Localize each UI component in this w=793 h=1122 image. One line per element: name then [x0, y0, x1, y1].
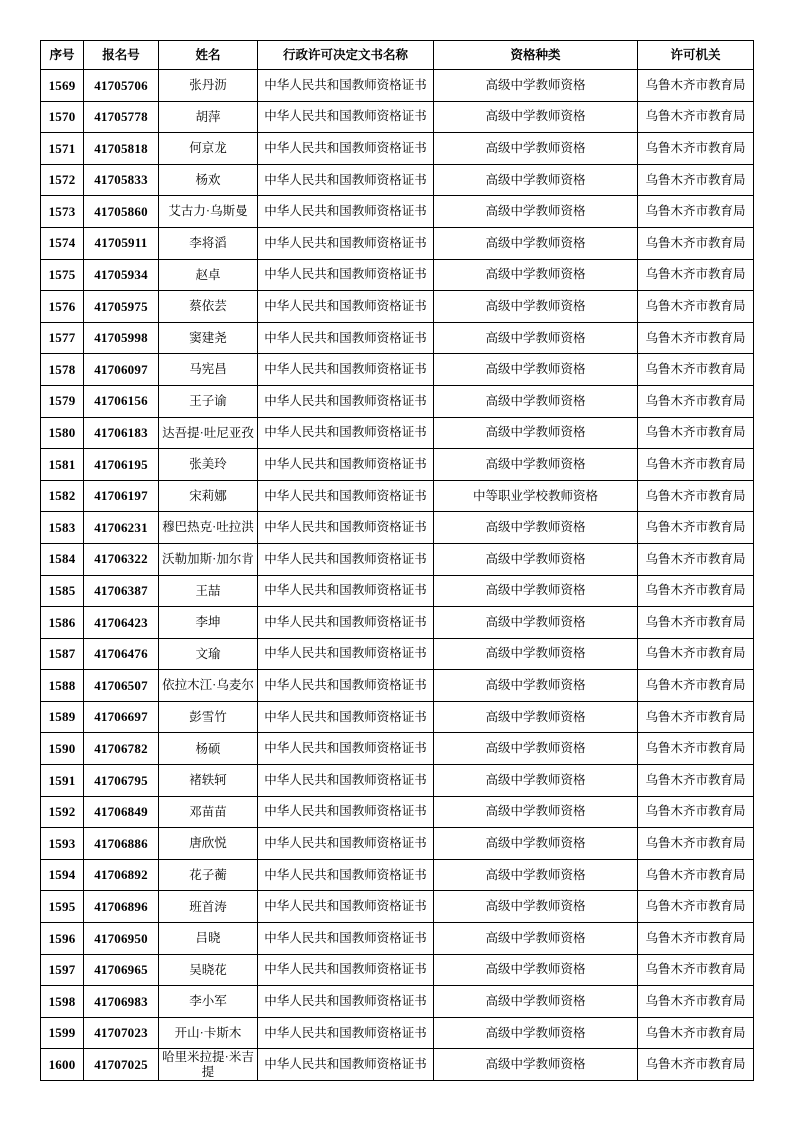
- cell-reg-no: 41705998: [84, 322, 159, 354]
- cell-document-name: 中华人民共和国教师资格证书: [258, 322, 434, 354]
- cell-document-name: 中华人民共和国教师资格证书: [258, 923, 434, 955]
- cell-seq: 1578: [41, 354, 84, 386]
- header-reg-no: 报名号: [84, 41, 159, 70]
- cell-qualification: 高级中学教师资格: [434, 1049, 638, 1081]
- cell-authority: 乌鲁木齐市教育局: [638, 859, 754, 891]
- cell-qualification: 高级中学教师资格: [434, 923, 638, 955]
- cell-authority: 乌鲁木齐市教育局: [638, 164, 754, 196]
- cell-document-name: 中华人民共和国教师资格证书: [258, 543, 434, 575]
- cell-seq: 1576: [41, 291, 84, 323]
- cell-name: 窦建尧: [159, 322, 258, 354]
- cell-reg-no: 41706983: [84, 986, 159, 1018]
- table-row: [41, 354, 754, 386]
- cell-name: 唐欣悦: [159, 828, 258, 860]
- cell-qualification: 高级中学教师资格: [434, 133, 638, 165]
- cell-name: 吕晓: [159, 923, 258, 955]
- cell-name: 王喆: [159, 575, 258, 607]
- cell-name: 杨硕: [159, 733, 258, 765]
- cell-seq: 1579: [41, 385, 84, 417]
- table-body: [41, 70, 754, 1081]
- cell-reg-no: 41706322: [84, 543, 159, 575]
- cell-reg-no: 41706476: [84, 638, 159, 670]
- cell-authority: 乌鲁木齐市教育局: [638, 385, 754, 417]
- cell-reg-no: 41707025: [84, 1049, 159, 1081]
- cell-qualification: 高级中学教师资格: [434, 607, 638, 639]
- cell-authority: 乌鲁木齐市教育局: [638, 701, 754, 733]
- cell-qualification: 高级中学教师资格: [434, 954, 638, 986]
- cell-qualification: 高级中学教师资格: [434, 259, 638, 291]
- cell-seq: 1585: [41, 575, 84, 607]
- cell-qualification: 高级中学教师资格: [434, 322, 638, 354]
- table-row: [41, 543, 754, 575]
- cell-name: 王子谕: [159, 385, 258, 417]
- cell-qualification: 高级中学教师资格: [434, 227, 638, 259]
- table-row: [41, 607, 754, 639]
- cell-reg-no: 41706097: [84, 354, 159, 386]
- table-row: [41, 512, 754, 544]
- cell-name: 何京龙: [159, 133, 258, 165]
- cell-seq: 1590: [41, 733, 84, 765]
- table-row: [41, 133, 754, 165]
- cell-seq: 1575: [41, 259, 84, 291]
- cell-document-name: 中华人民共和国教师资格证书: [258, 1017, 434, 1049]
- cell-authority: 乌鲁木齐市教育局: [638, 322, 754, 354]
- cell-document-name: 中华人民共和国教师资格证书: [258, 449, 434, 481]
- cell-reg-no: 41706795: [84, 765, 159, 797]
- table-row: [41, 701, 754, 733]
- cell-document-name: 中华人民共和国教师资格证书: [258, 417, 434, 449]
- cell-seq: 1592: [41, 796, 84, 828]
- cell-document-name: 中华人民共和国教师资格证书: [258, 986, 434, 1018]
- cell-qualification: 高级中学教师资格: [434, 986, 638, 1018]
- cell-qualification: 高级中学教师资格: [434, 701, 638, 733]
- table-row: [41, 480, 754, 512]
- cell-name: 哈里米拉提·米吉提: [159, 1049, 258, 1081]
- cell-qualification: 高级中学教师资格: [434, 291, 638, 323]
- table-row: [41, 765, 754, 797]
- cell-reg-no: 41706965: [84, 954, 159, 986]
- cell-reg-no: 41706849: [84, 796, 159, 828]
- table-row: [41, 638, 754, 670]
- table-header-row: [41, 41, 754, 70]
- cell-qualification: 高级中学教师资格: [434, 449, 638, 481]
- cell-document-name: 中华人民共和国教师资格证书: [258, 133, 434, 165]
- cell-name: 张丹沥: [159, 70, 258, 102]
- cell-seq: 1577: [41, 322, 84, 354]
- cell-name: 沃勒加斯·加尔肯: [159, 543, 258, 575]
- cell-authority: 乌鲁木齐市教育局: [638, 70, 754, 102]
- cell-document-name: 中华人民共和国教师资格证书: [258, 638, 434, 670]
- cell-document-name: 中华人民共和国教师资格证书: [258, 164, 434, 196]
- cell-document-name: 中华人民共和国教师资格证书: [258, 354, 434, 386]
- cell-qualification: 高级中学教师资格: [434, 101, 638, 133]
- table-row: [41, 322, 754, 354]
- cell-reg-no: 41705706: [84, 70, 159, 102]
- cell-qualification: 高级中学教师资格: [434, 765, 638, 797]
- cell-reg-no: 41706507: [84, 670, 159, 702]
- cell-name: 邓苗苗: [159, 796, 258, 828]
- cell-seq: 1598: [41, 986, 84, 1018]
- cell-name: 彭雪竹: [159, 701, 258, 733]
- cell-reg-no: 41705911: [84, 227, 159, 259]
- cell-qualification: 高级中学教师资格: [434, 796, 638, 828]
- cell-authority: 乌鲁木齐市教育局: [638, 733, 754, 765]
- cell-qualification: 高级中学教师资格: [434, 196, 638, 228]
- table-row: [41, 733, 754, 765]
- cell-document-name: 中华人民共和国教师资格证书: [258, 512, 434, 544]
- cell-document-name: 中华人民共和国教师资格证书: [258, 670, 434, 702]
- cell-qualification: 高级中学教师资格: [434, 670, 638, 702]
- cell-authority: 乌鲁木齐市教育局: [638, 291, 754, 323]
- table-row: [41, 796, 754, 828]
- cell-authority: 乌鲁木齐市教育局: [638, 765, 754, 797]
- cell-reg-no: 41706950: [84, 923, 159, 955]
- cell-seq: 1600: [41, 1049, 84, 1081]
- cell-name: 达吾提·吐尼亚孜: [159, 417, 258, 449]
- cell-qualification: 高级中学教师资格: [434, 859, 638, 891]
- cell-document-name: 中华人民共和国教师资格证书: [258, 227, 434, 259]
- table-row: [41, 891, 754, 923]
- cell-seq: 1587: [41, 638, 84, 670]
- cell-document-name: 中华人民共和国教师资格证书: [258, 954, 434, 986]
- cell-authority: 乌鲁木齐市教育局: [638, 607, 754, 639]
- cell-name: 马宪昌: [159, 354, 258, 386]
- header-authority: 许可机关: [638, 41, 754, 70]
- cell-name: 依拉木江·乌麦尔: [159, 670, 258, 702]
- license-table: [40, 40, 754, 1081]
- cell-reg-no: 41706197: [84, 480, 159, 512]
- cell-document-name: 中华人民共和国教师资格证书: [258, 259, 434, 291]
- cell-seq: 1581: [41, 449, 84, 481]
- cell-name: 胡萍: [159, 101, 258, 133]
- table-row: [41, 164, 754, 196]
- table-row: [41, 227, 754, 259]
- cell-seq: 1596: [41, 923, 84, 955]
- cell-qualification: 高级中学教师资格: [434, 164, 638, 196]
- header-document-name: 行政许可决定文书名称: [258, 41, 434, 70]
- table-row: [41, 828, 754, 860]
- cell-name: 李坤: [159, 607, 258, 639]
- table-row: [41, 859, 754, 891]
- cell-seq: 1586: [41, 607, 84, 639]
- cell-name: 蔡依芸: [159, 291, 258, 323]
- cell-document-name: 中华人民共和国教师资格证书: [258, 70, 434, 102]
- cell-document-name: 中华人民共和国教师资格证书: [258, 291, 434, 323]
- cell-authority: 乌鲁木齐市教育局: [638, 575, 754, 607]
- cell-authority: 乌鲁木齐市教育局: [638, 449, 754, 481]
- cell-authority: 乌鲁木齐市教育局: [638, 101, 754, 133]
- table-row: [41, 70, 754, 102]
- cell-reg-no: 41705934: [84, 259, 159, 291]
- cell-authority: 乌鲁木齐市教育局: [638, 543, 754, 575]
- cell-seq: 1569: [41, 70, 84, 102]
- cell-reg-no: 41706231: [84, 512, 159, 544]
- cell-name: 赵卓: [159, 259, 258, 291]
- table-row: [41, 954, 754, 986]
- cell-reg-no: 41705975: [84, 291, 159, 323]
- cell-seq: 1572: [41, 164, 84, 196]
- cell-authority: 乌鲁木齐市教育局: [638, 417, 754, 449]
- cell-document-name: 中华人民共和国教师资格证书: [258, 701, 434, 733]
- cell-reg-no: 41706896: [84, 891, 159, 923]
- table-row: [41, 259, 754, 291]
- cell-seq: 1574: [41, 227, 84, 259]
- cell-reg-no: 41706423: [84, 607, 159, 639]
- cell-seq: 1583: [41, 512, 84, 544]
- cell-reg-no: 41706782: [84, 733, 159, 765]
- cell-qualification: 高级中学教师资格: [434, 1017, 638, 1049]
- table-row: [41, 101, 754, 133]
- cell-document-name: 中华人民共和国教师资格证书: [258, 196, 434, 228]
- cell-document-name: 中华人民共和国教师资格证书: [258, 607, 434, 639]
- cell-document-name: 中华人民共和国教师资格证书: [258, 1049, 434, 1081]
- cell-seq: 1595: [41, 891, 84, 923]
- cell-reg-no: 41706697: [84, 701, 159, 733]
- table-row: [41, 449, 754, 481]
- table-row: [41, 670, 754, 702]
- cell-seq: 1597: [41, 954, 84, 986]
- cell-authority: 乌鲁木齐市教育局: [638, 828, 754, 860]
- cell-reg-no: 41706892: [84, 859, 159, 891]
- cell-authority: 乌鲁木齐市教育局: [638, 796, 754, 828]
- cell-seq: 1573: [41, 196, 84, 228]
- cell-name: 艾古力·乌斯曼: [159, 196, 258, 228]
- cell-name: 穆巴热克·吐拉洪: [159, 512, 258, 544]
- cell-authority: 乌鲁木齐市教育局: [638, 196, 754, 228]
- cell-authority: 乌鲁木齐市教育局: [638, 1017, 754, 1049]
- cell-qualification: 高级中学教师资格: [434, 828, 638, 860]
- table-row: [41, 291, 754, 323]
- cell-seq: 1571: [41, 133, 84, 165]
- cell-authority: 乌鲁木齐市教育局: [638, 986, 754, 1018]
- cell-qualification: 高级中学教师资格: [434, 354, 638, 386]
- cell-authority: 乌鲁木齐市教育局: [638, 512, 754, 544]
- table-row: [41, 417, 754, 449]
- cell-seq: 1591: [41, 765, 84, 797]
- cell-qualification: 高级中学教师资格: [434, 70, 638, 102]
- cell-name: 张美玲: [159, 449, 258, 481]
- header-qualification: 资格种类: [434, 41, 638, 70]
- cell-qualification: 高级中学教师资格: [434, 385, 638, 417]
- cell-authority: 乌鲁木齐市教育局: [638, 923, 754, 955]
- cell-qualification: 高级中学教师资格: [434, 733, 638, 765]
- cell-reg-no: 41706156: [84, 385, 159, 417]
- cell-seq: 1588: [41, 670, 84, 702]
- table-row: [41, 575, 754, 607]
- cell-document-name: 中华人民共和国教师资格证书: [258, 385, 434, 417]
- cell-document-name: 中华人民共和国教师资格证书: [258, 101, 434, 133]
- cell-seq: 1599: [41, 1017, 84, 1049]
- cell-authority: 乌鲁木齐市教育局: [638, 480, 754, 512]
- cell-reg-no: 41705860: [84, 196, 159, 228]
- cell-document-name: 中华人民共和国教师资格证书: [258, 796, 434, 828]
- cell-seq: 1584: [41, 543, 84, 575]
- cell-name: 李将滔: [159, 227, 258, 259]
- cell-name: 褚轶轲: [159, 765, 258, 797]
- cell-seq: 1594: [41, 859, 84, 891]
- cell-seq: 1570: [41, 101, 84, 133]
- cell-name: 宋莉娜: [159, 480, 258, 512]
- cell-authority: 乌鲁木齐市教育局: [638, 638, 754, 670]
- cell-seq: 1593: [41, 828, 84, 860]
- cell-reg-no: 41706886: [84, 828, 159, 860]
- cell-reg-no: 41707023: [84, 1017, 159, 1049]
- cell-authority: 乌鲁木齐市教育局: [638, 954, 754, 986]
- cell-reg-no: 41705833: [84, 164, 159, 196]
- header-seq: 序号: [41, 41, 84, 70]
- cell-document-name: 中华人民共和国教师资格证书: [258, 480, 434, 512]
- cell-authority: 乌鲁木齐市教育局: [638, 1049, 754, 1081]
- cell-document-name: 中华人民共和国教师资格证书: [258, 859, 434, 891]
- table-row: [41, 923, 754, 955]
- cell-seq: 1589: [41, 701, 84, 733]
- cell-seq: 1580: [41, 417, 84, 449]
- cell-reg-no: 41706195: [84, 449, 159, 481]
- cell-document-name: 中华人民共和国教师资格证书: [258, 765, 434, 797]
- cell-qualification: 高级中学教师资格: [434, 543, 638, 575]
- table-row: [41, 1049, 754, 1081]
- cell-authority: 乌鲁木齐市教育局: [638, 670, 754, 702]
- cell-qualification: 高级中学教师资格: [434, 512, 638, 544]
- cell-name: 文瑜: [159, 638, 258, 670]
- cell-seq: 1582: [41, 480, 84, 512]
- cell-authority: 乌鲁木齐市教育局: [638, 354, 754, 386]
- table-row: [41, 1017, 754, 1049]
- cell-name: 吴晓花: [159, 954, 258, 986]
- table-row: [41, 196, 754, 228]
- table-row: [41, 385, 754, 417]
- cell-document-name: 中华人民共和国教师资格证书: [258, 733, 434, 765]
- cell-qualification: 高级中学教师资格: [434, 417, 638, 449]
- cell-qualification: 高级中学教师资格: [434, 575, 638, 607]
- cell-name: 开山·卡斯木: [159, 1017, 258, 1049]
- cell-reg-no: 41706183: [84, 417, 159, 449]
- cell-name: 李小军: [159, 986, 258, 1018]
- cell-document-name: 中华人民共和国教师资格证书: [258, 828, 434, 860]
- cell-reg-no: 41706387: [84, 575, 159, 607]
- cell-qualification: 高级中学教师资格: [434, 638, 638, 670]
- cell-authority: 乌鲁木齐市教育局: [638, 259, 754, 291]
- cell-name: 班首涛: [159, 891, 258, 923]
- cell-authority: 乌鲁木齐市教育局: [638, 133, 754, 165]
- cell-reg-no: 41705818: [84, 133, 159, 165]
- cell-name: 花子蘅: [159, 859, 258, 891]
- cell-name: 杨欢: [159, 164, 258, 196]
- cell-reg-no: 41705778: [84, 101, 159, 133]
- cell-document-name: 中华人民共和国教师资格证书: [258, 891, 434, 923]
- cell-authority: 乌鲁木齐市教育局: [638, 891, 754, 923]
- header-name: 姓名: [159, 41, 258, 70]
- table-row: [41, 986, 754, 1018]
- cell-document-name: 中华人民共和国教师资格证书: [258, 575, 434, 607]
- cell-qualification: 高级中学教师资格: [434, 891, 638, 923]
- cell-qualification: 中等职业学校教师资格: [434, 480, 638, 512]
- cell-authority: 乌鲁木齐市教育局: [638, 227, 754, 259]
